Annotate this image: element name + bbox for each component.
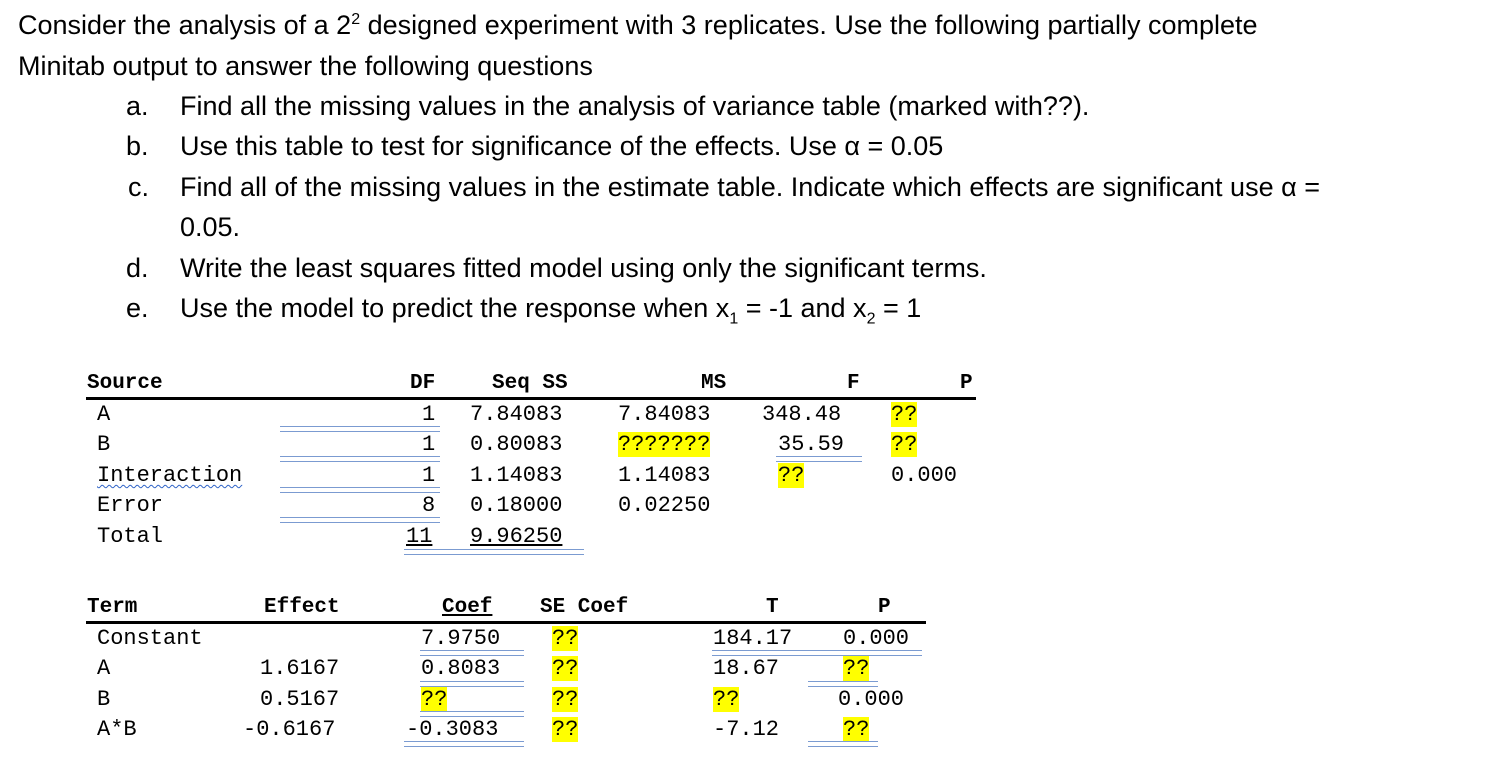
anova-seqss-interaction: 1.14083 (470, 463, 563, 488)
coef-term-ab: A*B (97, 717, 137, 742)
anova-ms-b-missing: ??????? (618, 432, 711, 457)
question-d-letter: d. (126, 253, 149, 283)
anova-ms-a: 7.84083 (618, 402, 711, 427)
question-b-text: Use this table to test for significance of the effects. Use α = 0.05 (180, 131, 944, 161)
question-c-text: Find all of the missing values in the estimate table. Indicate which effects are significant use α = (180, 172, 1320, 202)
coef-header-rule (86, 621, 926, 624)
anova-seqss-a: 7.84083 (470, 402, 563, 427)
anova-df-interaction: 1 (422, 463, 436, 488)
question-e-text-post: = 1 (875, 293, 922, 323)
coef-p-a-missing: ?? (843, 656, 870, 681)
question-b-letter: b. (126, 131, 149, 161)
subscript-2: 2 (866, 310, 876, 328)
anova-row-a-rule (280, 426, 440, 432)
anova-df-b: 1 (422, 432, 436, 457)
coef-term-constant: Constant (97, 626, 203, 651)
question-e-letter: e. (126, 293, 149, 323)
question-a-text: Find all the missing values in the analysis of variance table (marked with??). (180, 91, 1090, 121)
coef-secoef-ab-missing: ?? (552, 717, 579, 742)
anova-row-total-rule (404, 549, 584, 555)
anova-source-total: Total (97, 524, 164, 549)
anova-f-b-rule (776, 456, 862, 462)
coef-effect-b: 0.5167 (260, 687, 340, 712)
coef-p-constant: 0.000 (843, 626, 910, 651)
anova-row-interaction-rule (280, 487, 440, 493)
anova-f-b: 35.59 (778, 432, 845, 457)
question-c-text-cont: 0.05. (180, 212, 241, 242)
coef-secoef-constant-missing: ?? (552, 626, 579, 651)
intro-line-1-text: Consider the analysis of a 2 (18, 10, 352, 40)
anova-df-a: 1 (422, 402, 436, 427)
question-e-text-pre: Use the model to predict the response when x (180, 293, 730, 323)
question-d-text: Write the least squares fitted model using only the significant terms. (180, 253, 987, 283)
anova-p-interaction: 0.000 (891, 463, 958, 488)
anova-seqss-error: 0.18000 (470, 493, 563, 518)
anova-p-b-missing: ?? (891, 432, 918, 457)
anova-seqss-b: 0.80083 (470, 432, 563, 457)
anova-header-p: P (960, 372, 973, 395)
coef-secoef-a-missing: ?? (552, 656, 579, 681)
subscript-1: 1 (729, 310, 739, 328)
anova-header-df: DF (410, 372, 436, 395)
question-c-letter: c. (128, 172, 150, 202)
superscript-2: 2 (351, 11, 361, 28)
anova-header-rule (86, 397, 976, 400)
anova-row-b-rule (280, 456, 440, 462)
coef-coef-ab: -0.3083 (406, 717, 499, 742)
coef-p-b: 0.000 (838, 687, 905, 712)
anova-df-error: 8 (422, 493, 436, 518)
question-e-text (180, 293, 921, 328)
coef-t-constant: 184.17 (713, 626, 793, 651)
coef-t-b-missing: ?? (713, 687, 740, 712)
anova-source-interaction: Interaction (97, 463, 243, 488)
anova-header-f: F (847, 372, 860, 395)
anova-f-a: 348.48 (762, 402, 842, 427)
intro-line-1-text-rest: designed experiment with 3 replicates. Use the following partially complete (360, 10, 1258, 40)
coef-coef-b-missing: ?? (421, 687, 448, 712)
coef-row-ab-p-rule (808, 741, 878, 747)
question-a-letter: a. (126, 91, 149, 121)
anova-seqss-total: 9.96250 (470, 524, 563, 549)
coef-effect-a: 1.6167 (260, 656, 340, 681)
anova-header-ms: MS (701, 372, 727, 395)
coef-header-effect: Effect (264, 596, 340, 619)
anova-df-total: 11 (406, 524, 433, 549)
intro-line-2: Minitab output to answer the following questions (18, 51, 593, 81)
anova-source-b: B (97, 432, 111, 457)
anova-ms-interaction: 1.14083 (618, 463, 711, 488)
coef-term-a: A (97, 656, 111, 681)
coef-t-ab: -7.12 (713, 717, 780, 742)
anova-f-interaction-missing: ?? (778, 463, 805, 488)
coef-header-p: P (878, 596, 891, 619)
anova-source-a: A (97, 402, 111, 427)
anova-row-error-rule (280, 517, 440, 523)
coef-header-coef: Coef (442, 596, 493, 619)
coef-row-ab-rule (404, 741, 524, 747)
anova-source-error: Error (97, 493, 164, 518)
coef-term-b: B (97, 687, 111, 712)
coef-header-term: Term (87, 596, 138, 619)
anova-header-seqss: Seq SS (492, 372, 568, 395)
coef-header-secoef: SE Coef (540, 596, 629, 619)
intro-line-1 (18, 10, 1258, 41)
question-e-text-mid: = -1 and x (738, 293, 867, 323)
coef-coef-a: 0.8083 (421, 656, 501, 681)
coef-p-ab-missing: ?? (843, 717, 870, 742)
anova-p-a-missing: ?? (891, 402, 918, 427)
anova-header-source: Source (87, 372, 163, 395)
coef-coef-constant: 7.9750 (421, 626, 501, 651)
anova-ms-error: 0.02250 (618, 493, 711, 518)
coef-effect-ab: -0.6167 (243, 717, 336, 742)
coef-t-a: 18.67 (713, 656, 780, 681)
coef-secoef-b-missing: ?? (552, 687, 579, 712)
coef-header-t: T (766, 596, 779, 619)
